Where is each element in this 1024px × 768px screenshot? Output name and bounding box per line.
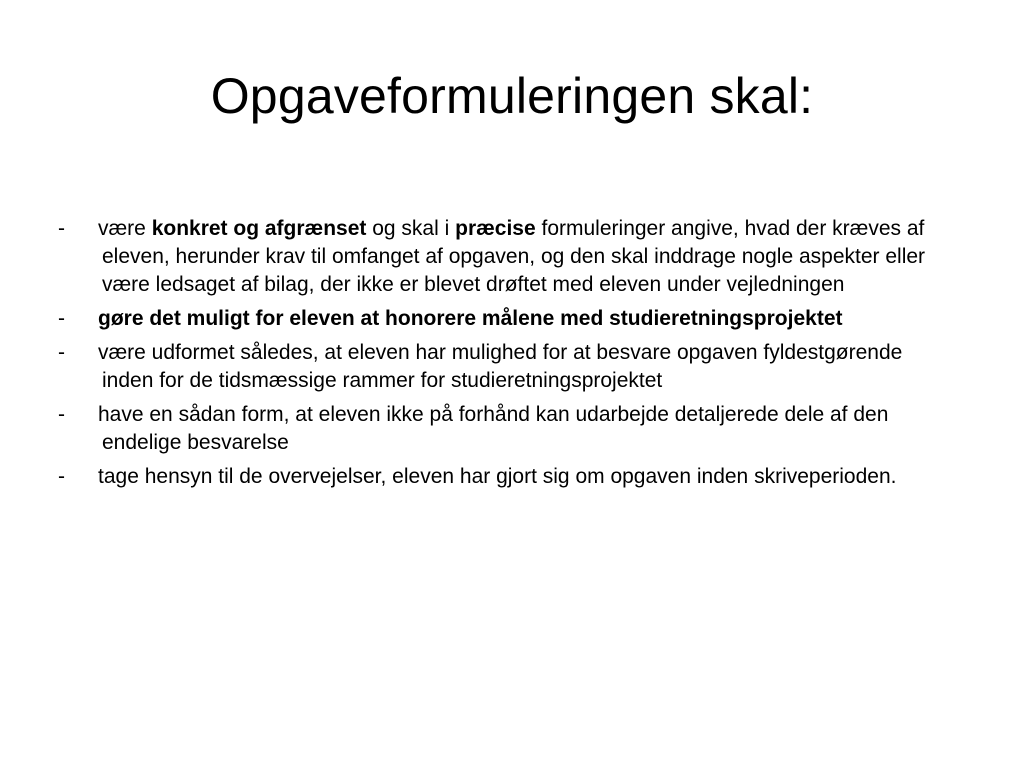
- item-text: have en sådan form, at eleven ikke på forhånd kan udarbejde detaljerede dele af den endelige besvarelse: [98, 403, 889, 454]
- item-text: [98, 217, 925, 296]
- item-text: tage hensyn til de overvejelser, eleven har gjort sig om opgaven inden skriveperioden.: [98, 465, 897, 488]
- bullet-dash: -: [58, 217, 65, 240]
- list-item: [58, 215, 958, 299]
- text-run: formuleringer angive, hvad der kræves af eleven, herunder krav til omfanget af opgaven, og den skal inddrage nogle aspekter eller være ledsaget af bilag, der ikke er blevet drøftet med eleven under vejledningen: [102, 217, 926, 296]
- bold-run: gøre det muligt for eleven at honorere målene med studieretningsprojektet: [98, 307, 843, 330]
- bullet-list: [58, 215, 958, 497]
- bullet-dash: -: [58, 307, 65, 330]
- slide-title: Opgaveformuleringen skal:: [210, 68, 814, 124]
- item-text: være udformet således, at eleven har mulighed for at besvare opgaven fyldestgørende inden for de tidsmæssige rammer for studieretningsprojektet: [98, 341, 903, 392]
- bullet-dash: -: [58, 465, 65, 488]
- item-text: [98, 307, 843, 330]
- bold-run: præcise: [455, 217, 536, 240]
- list-item: [58, 339, 958, 395]
- bullet-dash: -: [58, 403, 65, 426]
- text-run: og skal i: [366, 217, 456, 240]
- list-item: [58, 401, 958, 457]
- bullet-dash: -: [58, 341, 65, 364]
- bold-run: konkret og afgrænset: [151, 217, 367, 240]
- text-run: være: [98, 217, 152, 240]
- list-item: [58, 305, 958, 333]
- list-item: [58, 463, 958, 491]
